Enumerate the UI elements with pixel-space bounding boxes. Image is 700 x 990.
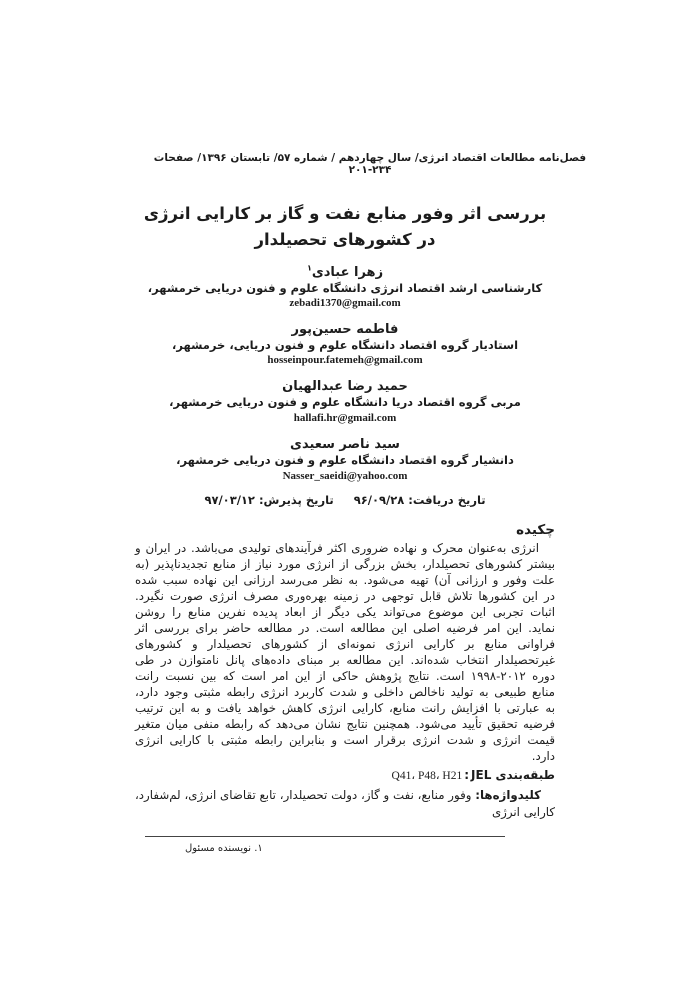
accepted-date-value: ۹۷/۰۳/۱۲ [204,493,255,507]
accepted-date-pair [204,492,333,508]
author-4-email: Nasser_saeidi@yahoo.com [282,470,408,482]
journal-running-head: فصل‌نامه مطالعات اقتصاد انرژی/ سال چهاردهم / شماره ۵۷/ تابستان ۱۳۹۶/ صفحات ۲۳۴-۲۰۱ [153,152,587,176]
received-date-label: تاریخ دریافت: [408,493,486,507]
jel-label: طبقه‌بندی JEL [471,768,555,782]
article-content-column [135,201,555,856]
corresponding-author-footnote: ۱. نویسنده مسئول [185,843,263,854]
author-4-affiliation-line [135,453,555,483]
abstract-heading: چکیده [516,522,555,538]
received-date-pair [354,492,486,508]
author-block-1 [135,264,555,310]
author-4-affiliation: دانشیار گروه اقتصاد دانشگاه علوم و فنون دریایی خرمشهر، [176,453,514,467]
author-3-name: حمید رضا عبدالهیان [282,379,408,394]
author-1-affiliation: کارشناسی ارشد اقتصاد انرژی دانشگاه علوم و فنون دریایی خرمشهر، [147,281,543,295]
abstract-text: انرژی به‌عنوان محرک و نهاده ضروری اکثر فرآیندهای تولیدی می‌باشد. در ایران و بیشتر کشورهای تحصیلدار، بخش بزرگی از انرژی مورد نیاز از منابع تجدیدناپذیر (به علت وفور و ارزانی آن) تهیه می‌شود. به نظر می‌رسد ارزانی این نهاده سبب شده در این کشورها تلاش قابل توجهی در زمینه بهره‌وری مصرف انرژی صورت نگیرد. اثبات تجربی این موضوع می‌تواند یکی دیگر از ابعاد پدیده نفرین منابع را روشن نماید. این امر فرضیه اصلی این مطالعه است. در مطالعه حاضر برای بررسی اثر فراوانی منابع بر کارایی انرژی نمونه‌ای از کشورهای تحصیلدار و کشورهای غیرتحصیلدار انتخاب شده‌اند. این مطالعه بر مبنای داده‌های پانل نامتوازن در طی دوره ۲۰۱۲-۱۹۹۸ است. نتایج پژوهش حاکی از این امر است که بین نسبت رانت منابع طبیعی به تولید ناخالص داخلی و شدت کاربرد انرژی رابطه مثبتی وجود دارد، به عبارتی با افزایش رانت منابع، کارایی انرژی کاهش خواهد یافت و به این ترتیب فرضیه تحقیق تأیید می‌شود. همچنین نتایج نشان می‌دهد که رابطه منفی میان متغیر قیمت انرژی و شدت انرژی برقرار است و بنابراین رابطه مثبتی با کارایی انرژی دارد. [135,541,556,763]
author-1-name [135,264,555,281]
author-1-footnote-marker: ۱ [306,263,312,273]
author-block-3 [135,378,555,425]
author-3-affiliation: مربی گروه اقتصاد دریا دانشگاه علوم و فنون دریایی خرمشهر، [169,395,521,409]
author-4-name: سید ناصر سعیدی [290,437,400,452]
keywords-label: کلیدواژه‌ها: [475,788,542,802]
footnote-separator-rule [145,836,505,837]
dates-row [135,492,555,508]
author-3-email: hallafi.hr@gmail.com [293,412,397,424]
jel-codes: Q41، P48، H21 [391,770,463,782]
author-3-affiliation-line [135,395,555,425]
author-1-email: zebadi1370@gmail.com [289,297,401,309]
received-date-value: ۹۶/۰۹/۲۸ [353,493,405,507]
author-1-name-text: زهرا عبادی [311,265,384,280]
author-block-2 [135,321,555,367]
jel-colon: : [464,768,470,782]
author-2-email: hosseinpour.fatemeh@gmail.com [267,354,423,366]
jel-classification-row [135,767,555,785]
keywords-line [135,787,555,821]
author-block-4 [135,436,555,483]
keywords-text: وفور منابع، نفت و گاز، دولت تحصیلدار، تابع تقاضای انرژی، لم‌شفارد، کارایی انرژی [135,788,555,819]
article-title: بررسی اثر وفور منابع نفت و گاز بر کارایی انرژی در کشورهای تحصیلدار [143,204,547,249]
author-2-name: فاطمه حسین‌پور [291,322,399,337]
author-2-affiliation: استادیار گروه اقتصاد دانشگاه علوم و فنون دریایی، خرمشهر، [171,338,519,352]
accepted-date-label: تاریخ پذیرش: [258,493,334,507]
